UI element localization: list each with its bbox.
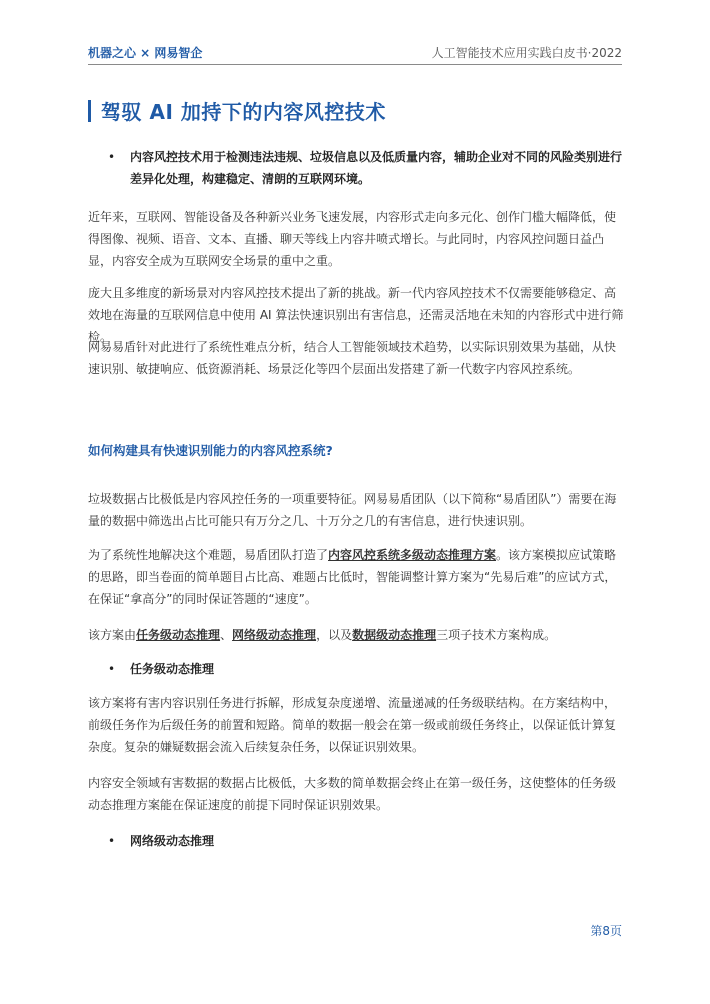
page-header: [88, 44, 622, 61]
header-doc-title: 人工智能技术应用实践白皮书·2022: [431, 46, 622, 60]
paragraph-5-pre: 为了系统性地解决这个难题，易盾团队打造了: [88, 548, 329, 562]
section-title-text: 驾驭 AI 加持下的内容风控技术: [101, 100, 386, 124]
paragraph-6-sep2: ，以及: [316, 628, 353, 642]
bullet-task-level-text: 任务级动态推理: [130, 662, 215, 676]
paragraph-3-text: 网易易盾针对此进行了系统性难点分析，结合人工智能领域技术趋势，以实际识别效果为基础，从快速识别、敏捷响应、低资源消耗、场景泛化等四个层面出发搭建了新一代数字内容风控系统。: [88, 340, 617, 376]
paragraph-6-sep1: 、: [220, 628, 233, 642]
bullet-task-level: [108, 658, 624, 680]
paragraph-5-text: [88, 544, 624, 610]
paragraph-4: [88, 488, 624, 532]
term-data-level: 数据级动态推理: [352, 628, 437, 642]
subheading-text: 如何构建具有快速识别能力的内容风控系统?: [88, 443, 333, 458]
paragraph-4-text: 垃圾数据占比极低是内容风控任务的一项重要特征。网易易盾团队（以下简称“易盾团队”）需要在海量的数据中筛选出占比可能只有万分之几、十万分之几的有害信息，进行快速识别。: [88, 492, 617, 528]
paragraph-2-text: 庞大且多维度的新场景对内容风控技术提出了新的挑战。新一代内容风控技术不仅需要能够稳定、高效地在海量的互联网信息中使用 AI 算法快速识别出有害信息，还需灵活地在未知的内容形式中进行筛检。: [88, 286, 624, 344]
bullet-dot-icon: •: [108, 662, 116, 676]
paragraph-1-text: 近年来，互联网、智能设备及各种新兴业务飞速发展，内容形式走向多元化、创作门槛大幅降低，使得图像、视频、语音、文本、直播、聊天等线上内容井喷式增长。与此同时，内容风控问题日益凸显，内容安全成为互联网安全场景的重中之重。: [88, 210, 617, 268]
page-number: 第8页: [590, 924, 622, 938]
bullet-network-level: [108, 830, 624, 852]
paragraph-8: [88, 772, 624, 816]
paragraph-6: [88, 624, 624, 646]
intro-bullet: [108, 146, 624, 190]
paragraph-6-post: 三项子技术方案构成。: [436, 628, 557, 642]
paragraph-1: [88, 206, 624, 272]
term-multilevel-inference: 内容风控系统多级动态推理方案: [328, 548, 497, 562]
subheading: [88, 440, 624, 462]
paragraph-6-pre: 该方案由: [88, 628, 137, 642]
paragraph-7-text: 该方案将有害内容识别任务进行拆解，形成复杂度递增、流量递减的任务级联结构。在方案结构中，前级任务作为后级任务的前置和短路。简单的数据一般会在第一级或前级任务终止，以保证低计算复杂度。复杂的嫌疑数据会流入后续复杂任务，以保证识别效果。: [88, 696, 617, 754]
paragraph-8-text: 内容安全领域有害数据的数据占比极低，大多数的简单数据会终止在第一级任务，这使整体的任务级动态推理方案能在保证速度的前提下同时保证识别效果。: [88, 776, 617, 812]
section-title: [88, 96, 386, 125]
intro-bullet-text: 内容风控技术用于检测违法违规、垃圾信息以及低质量内容，辅助企业对不同的风险类别进行差异化处理，构建稳定、清朗的互联网环境。: [130, 150, 623, 186]
paragraph-6-text: [88, 624, 624, 646]
bullet-dot-icon: •: [108, 150, 116, 164]
header-brand: 机器之心 × 网易智企: [88, 46, 203, 60]
term-task-level: 任务级动态推理: [136, 628, 221, 642]
term-network-level: 网络级动态推理: [232, 628, 317, 642]
bullet-dot-icon: •: [108, 834, 116, 848]
title-accent-bar: [88, 100, 91, 122]
paragraph-5-post: 。该方案模拟应试策略的思路，即当卷面的简单题目占比高、难题占比低时，智能调整计算方案为“先易后难”的应试方式，在保证“拿高分”的同时保证答题的“速度”。: [88, 548, 617, 606]
paragraph-3: [88, 336, 624, 380]
paragraph-5: [88, 544, 624, 610]
header-divider: [88, 64, 622, 65]
bullet-network-level-text: 网络级动态推理: [130, 834, 215, 848]
paragraph-7: [88, 692, 624, 758]
